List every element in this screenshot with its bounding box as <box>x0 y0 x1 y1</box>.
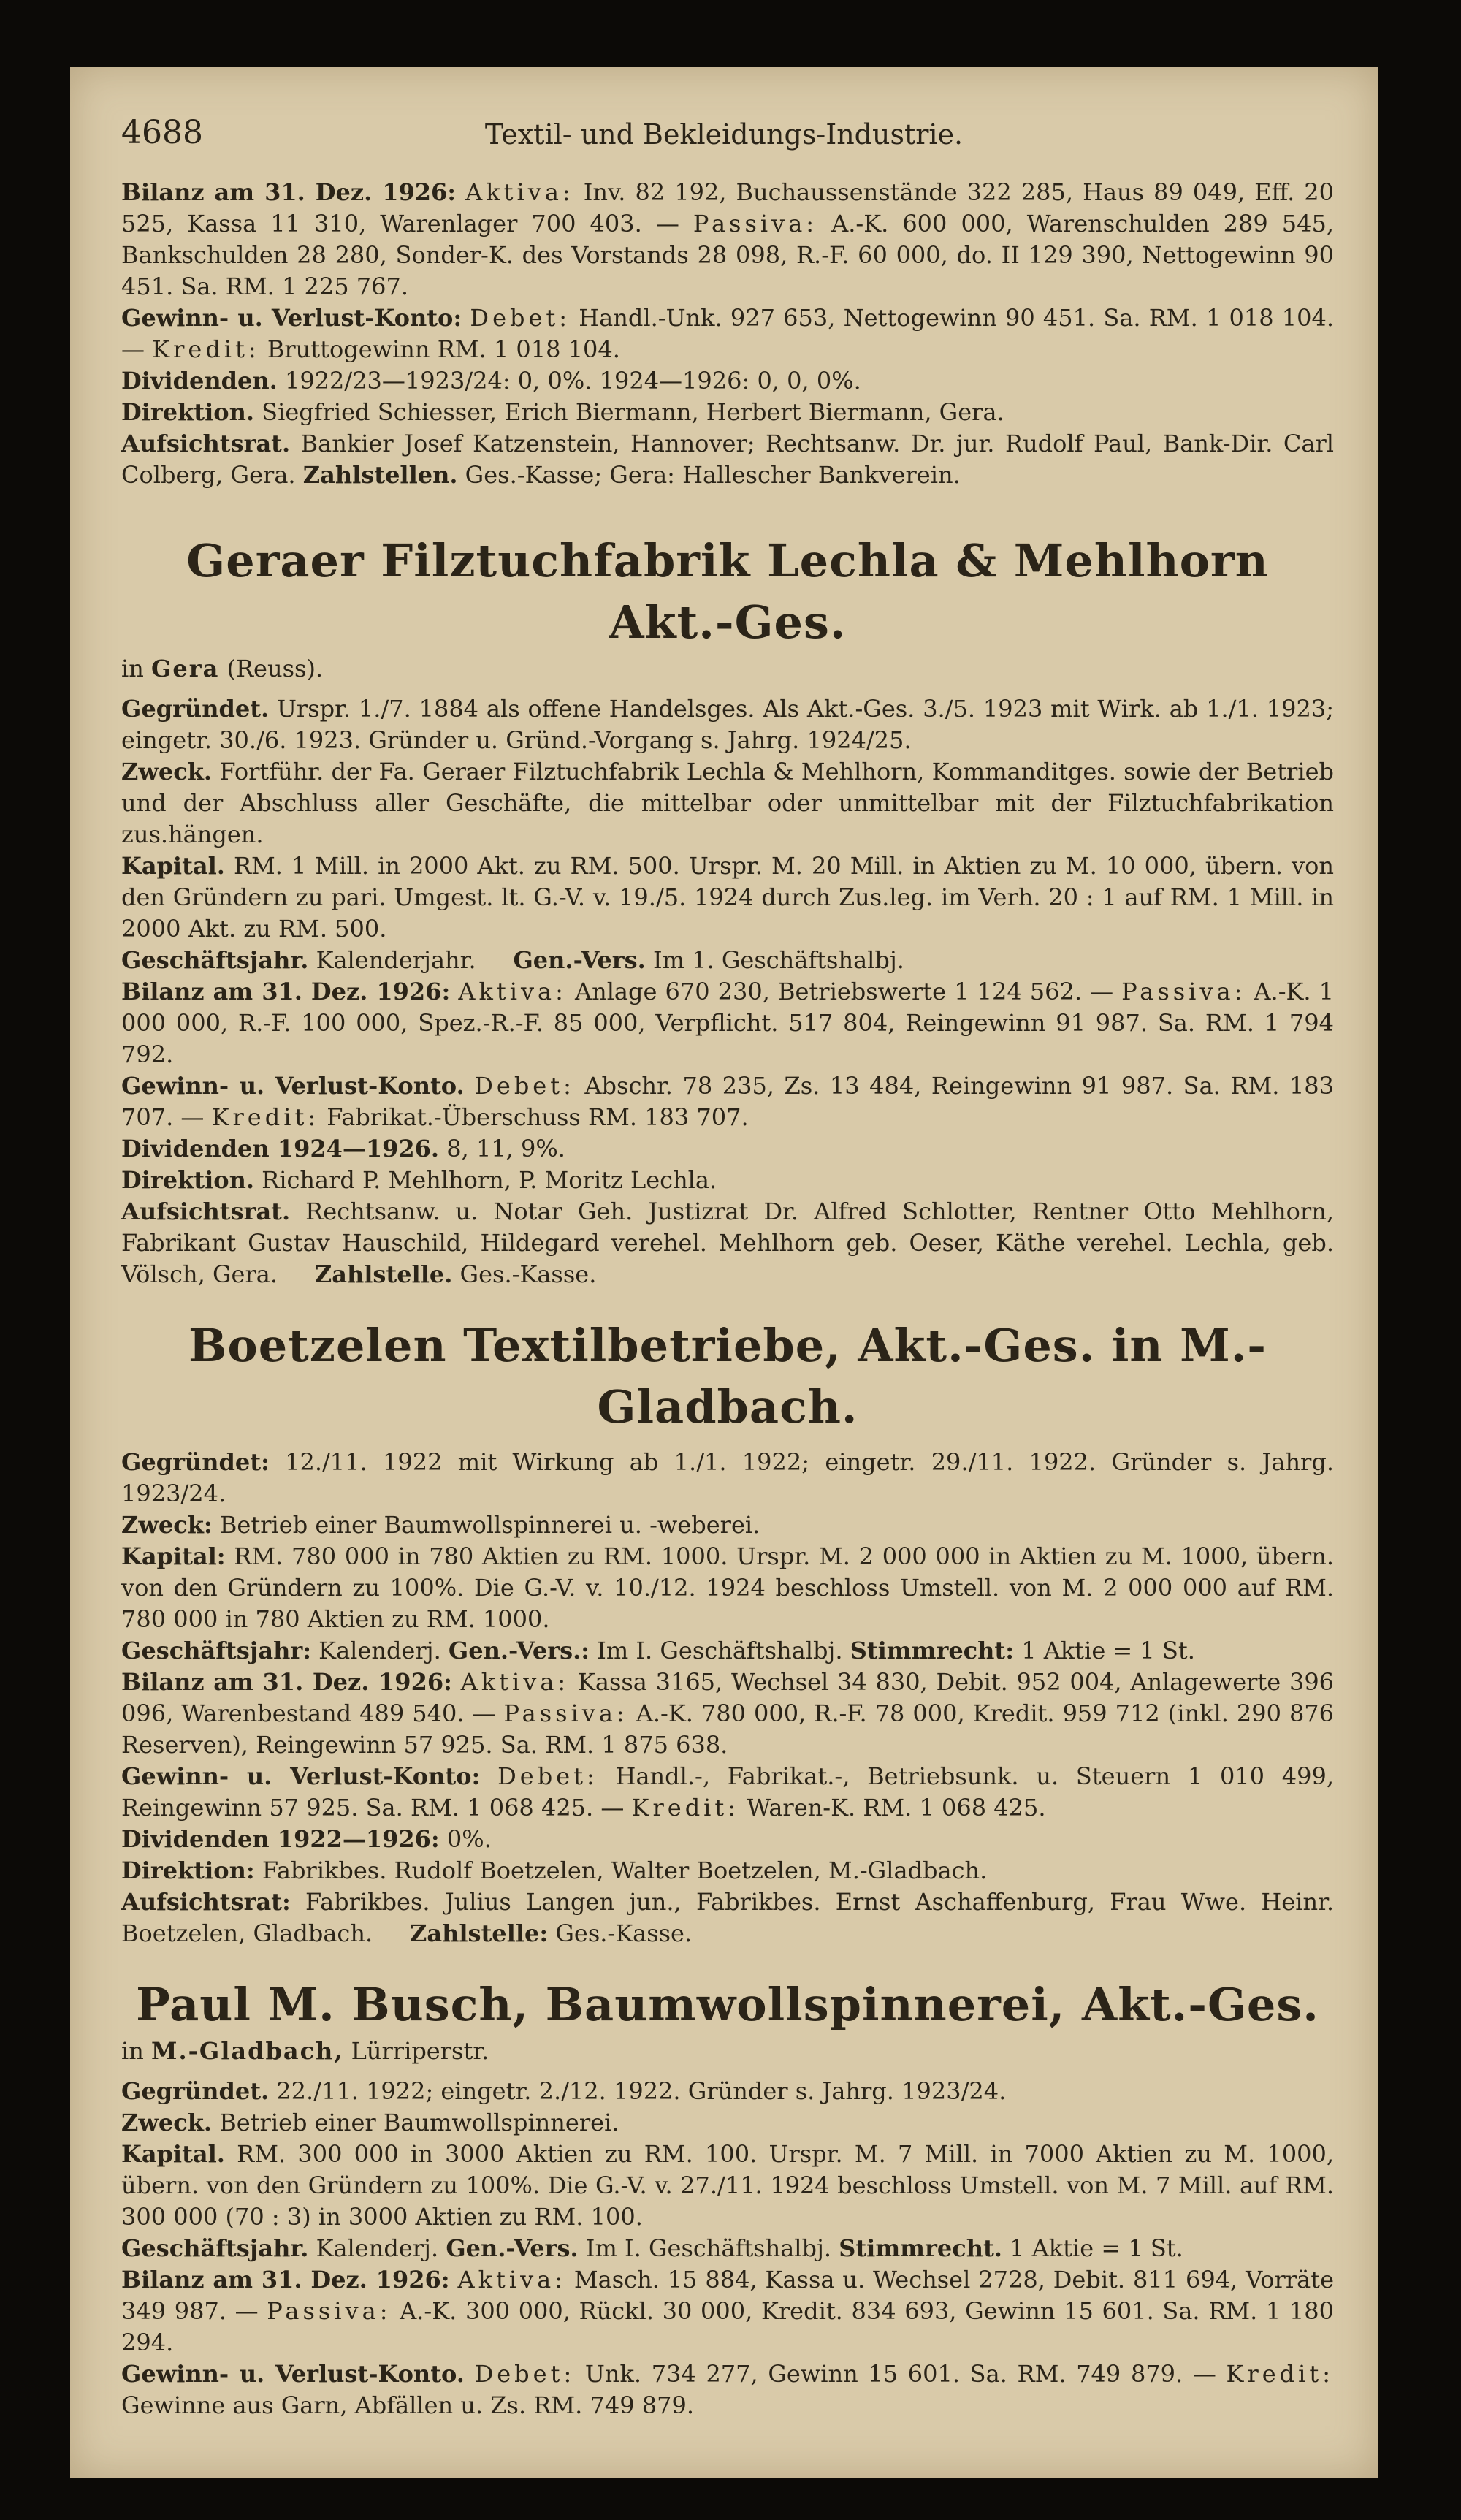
debet-text: Unk. 734 277, Gewinn 15 601. Sa. RM. 749 879. — <box>584 2360 1216 2388</box>
paying-agents-label: Zahlstellen. <box>302 461 458 489</box>
entry-previous-company <box>121 177 1334 491</box>
fiscal-year <box>121 945 1334 976</box>
location-suffix: (Reuss). <box>226 655 324 682</box>
dividends-label: Dividenden 1924—1926. <box>121 1135 440 1162</box>
capital-label: Kapital: <box>121 1542 226 1570</box>
paying-agents-text: Ges.-Kasse; Gera: Hallescher Bankverein. <box>465 461 961 489</box>
debet-text: Handl.-, Fabrikat.-, Betriebsunk. u. Steuern 1 010 499, Reingewinn 57 925. Sa. RM. 1 068 425. — <box>121 1762 1335 1822</box>
kredit-word: Kredit: <box>152 335 260 363</box>
supervisory-board-label: Aufsichtsrat. <box>121 1198 291 1225</box>
balance-liabilities: A.-K. 1 000 000, R.-F. 100 000, Spez.-R.-F. 85 000, Verpflicht. 517 804, Reingewinn 91 987. Sa. RM. 1 794 792. <box>121 978 1335 1068</box>
passiva-word: Passiva: <box>1121 978 1246 1005</box>
supervisory-board <box>121 1196 1334 1290</box>
fiscal-year <box>121 2233 1334 2264</box>
aktiva-word: Aktiva: <box>457 2266 566 2293</box>
balance-label: Bilanz am 31. Dez. 1926: <box>121 978 451 1005</box>
voting-right-label: Stimmrecht. <box>839 2234 1002 2262</box>
kredit-text: Fabrikat.-Überschuss RM. 183 707. <box>327 1103 749 1131</box>
general-meeting-label: Gen.-Vers.: <box>448 1637 590 1664</box>
supervisory-board-text: Bankier Josef Katzenstein, Hannover; Rechtsanw. Dr. jur. Rudolf Paul, Bank-Dir. Carl Colberg, Gera. <box>121 430 1335 489</box>
profit-loss-account <box>121 1761 1334 1824</box>
kredit-word: Kredit: <box>1226 2360 1335 2388</box>
purpose-label: Zweck. <box>121 758 213 785</box>
general-meeting-text: Im I. Geschäftshalbj. <box>597 1637 843 1664</box>
balance-assets: Inv. 82 192, Buchaussenstände 322 285, Haus 89 049, Eff. 20 525, Kassa 11 310, Warenlager 700 403. — <box>121 178 1335 237</box>
dividends <box>121 365 1334 397</box>
debet-word: Debet: <box>474 2360 576 2388</box>
profit-loss-account <box>121 2359 1334 2421</box>
company-title: Boetzelen Textilbetriebe, Akt.-Ges. in M.-Gladbach. <box>188 1319 1267 1434</box>
debet-word: Debet: <box>474 1072 575 1100</box>
balance-liabilities: A.-K. 780 000, R.-F. 78 000, Kredit. 959 712 (inkl. 290 876 Reserven), Reingewinn 57 925. Sa. RM. 1 875 638. <box>121 1699 1335 1759</box>
company-title: Geraer Filztuchfabrik Lechla & Mehlhorn Akt.-Ges. <box>186 534 1269 649</box>
purpose-label: Zweck: <box>121 1511 213 1539</box>
profit-loss-label: Gewinn- u. Verlust-Konto. <box>121 1072 465 1100</box>
management-label: Direktion. <box>121 1166 254 1194</box>
capital-text: RM. 1 Mill. in 2000 Akt. zu RM. 500. Urspr. M. 20 Mill. in Aktien zu M. 10 000, übern. von den Gründern zu pari. Umgest. lt. G.-V. v. 19./5. 1924 durch Zus.leg. im Verh. 20 : 1 auf RM. 1 Mill. in 2000 Akt. zu RM. 500. <box>121 852 1335 943</box>
supervisory-board-label: Aufsichtsrat. <box>121 430 291 457</box>
general-meeting-label: Gen.-Vers. <box>446 2234 579 2262</box>
dividends-text: 8, 11, 9%. <box>446 1135 565 1162</box>
founded-label: Gegründet. <box>121 2077 270 2105</box>
kredit-word: Kredit: <box>211 1103 320 1131</box>
profit-loss-label: Gewinn- u. Verlust-Konto: <box>121 304 462 332</box>
purpose-text: Fortführ. der Fa. Geraer Filztuchfabrik Lechla & Mehlhorn, Kommanditges. sowie der Betrieb und der Abschluss aller Geschäfte, die mittelbar oder unmittelbar mit der Filztuchfabrikation zus.hängen. <box>121 758 1335 848</box>
kredit-text: Bruttogewinn RM. 1 018 104. <box>267 335 620 363</box>
company-title: Paul M. Busch, Baumwollspinnerei, Akt.-Ges. <box>136 1978 1319 2031</box>
purpose-text: Betrieb einer Baumwollspinnerei. <box>219 2109 619 2136</box>
management <box>121 1165 1334 1196</box>
page-number: 4688 <box>121 114 203 151</box>
balance-label: Bilanz am 31. Dez. 1926: <box>121 2266 450 2293</box>
fiscal-year-text: Kalenderj. <box>316 2234 439 2262</box>
voting-right-text: 1 Aktie = 1 St. <box>1010 2234 1183 2262</box>
supervisory-board-label: Aufsichtsrat: <box>121 1888 291 1916</box>
balance-sheet <box>121 177 1334 302</box>
company-location <box>121 2036 1334 2067</box>
management-text: Siegfried Schiesser, Erich Biermann, Herbert Biermann, Gera. <box>262 398 1004 426</box>
location-prefix: in <box>121 2037 144 2065</box>
paying-agent-text: Ges.-Kasse. <box>555 1919 693 1947</box>
balance-assets: Kassa 3165, Wechsel 34 830, Debit. 952 004, Anlagewerte 396 096, Warenbestand 489 540. — <box>121 1668 1335 1727</box>
management-text: Fabrikbes. Rudolf Boetzelen, Walter Boetzelen, M.-Gladbach. <box>262 1857 988 1884</box>
voting-right-text: 1 Aktie = 1 St. <box>1021 1637 1195 1664</box>
balance-liabilities: A.-K. 300 000, Rückl. 30 000, Kredit. 834 693, Gewinn 15 601. Sa. RM. 1 180 294. <box>121 2297 1335 2356</box>
fiscal-year-label: Geschäftsjahr. <box>121 946 309 974</box>
balance-sheet <box>121 976 1334 1070</box>
purpose <box>121 1510 1334 1541</box>
management <box>121 1855 1334 1887</box>
capital-text: RM. 300 000 in 3000 Aktien zu RM. 100. Urspr. M. 7 Mill. in 7000 Aktien zu M. 1000, übern. von den Gründern zu 100%. Die G.-V. v. 27./11. 1924 beschloss Umstell. von M. 7 Mill. auf RM. 300 000 (70 : 3) in 3000 Aktien zu RM. 100. <box>121 2140 1335 2231</box>
debet-text: Abschr. 78 235, Zs. 13 484, Reingewinn 91 987. Sa. RM. 183 707. — <box>121 1072 1335 1131</box>
dividends-text: 1922/23—1923/24: 0, 0%. 1924—1926: 0, 0, 0%. <box>284 367 861 395</box>
fiscal-year-label: Geschäftsjahr: <box>121 1637 311 1664</box>
entry-paul-m-busch <box>121 1974 1334 2421</box>
supervisory-board-text: Fabrikbes. Julius Langen jun., Fabrikbes. Ernst Aschaffenburg, Frau Wwe. Heinr. Boetzelen, Gladbach. <box>121 1888 1335 1947</box>
aktiva-word: Aktiva: <box>458 978 567 1005</box>
profit-loss-account <box>121 1070 1334 1133</box>
capital-label: Kapital. <box>121 2140 225 2168</box>
voting-right-label: Stimmrecht: <box>850 1637 1015 1664</box>
running-title: Textil- und Bekleidungs-Industrie. <box>484 118 964 151</box>
page-header <box>70 114 1378 165</box>
passiva-word: Passiva: <box>267 2297 392 2325</box>
purpose-label: Zweck. <box>121 2109 213 2136</box>
location-suffix: Lürriperstr. <box>351 2037 489 2065</box>
dividends-label: Dividenden. <box>121 367 278 395</box>
founded-text: Urspr. 1./7. 1884 als offene Handelsges. Als Akt.-Ges. 3./5. 1923 mit Wirk. ab 1./1. 1923; eingetr. 30./6. 1923. Gründer u. Gründ.-Vorgang s. Jahrg. 1924/25. <box>121 695 1335 754</box>
company-location <box>121 653 1334 685</box>
founded-text: 12./11. 1922 mit Wirkung ab 1./1. 1922; eingetr. 29./11. 1922. Gründer s. Jahrg. 1923/24. <box>121 1448 1335 1507</box>
management-label: Direktion: <box>121 1857 255 1884</box>
founded-label: Gegründet: <box>121 1448 270 1476</box>
founded <box>121 693 1334 756</box>
profit-loss-account <box>121 302 1334 365</box>
kredit-text: Gewinne aus Garn, Abfällen u. Zs. RM. 749 879. <box>121 2391 694 2419</box>
management <box>121 397 1334 428</box>
capital-label: Kapital. <box>121 852 225 880</box>
balance-liabilities: A.-K. 600 000, Warenschulden 289 545, Bankschulden 28 280, Sonder-K. des Vorstands 28 098, R.-F. 60 000, do. II 129 390, Nettogewinn 90 451. Sa. RM. 1 225 767. <box>121 210 1335 300</box>
capital <box>121 2139 1334 2233</box>
balance-assets: Anlage 670 230, Betriebswerte 1 124 562. — <box>574 978 1114 1005</box>
supervisory-board-text: Rechtsanw. u. Notar Geh. Justizrat Dr. Alfred Schlotter, Rentner Otto Mehlhorn, Fabrikant Gustav Hauschild, Hildegard verehel. Mehlhorn geb. Oeser, Käthe verehel. Lechla, geb. Völsch, Gera. <box>121 1198 1334 1288</box>
profit-loss-label: Gewinn- u. Verlust-Konto. <box>121 2360 465 2388</box>
passiva-word: Passiva: <box>693 210 818 237</box>
founded-label: Gegründet. <box>121 695 270 723</box>
founded-text: 22./11. 1922; eingetr. 2./12. 1922. Gründer s. Jahrg. 1923/24. <box>276 2077 1007 2105</box>
balance-label: Bilanz am 31. Dez. 1926: <box>121 178 457 206</box>
balance-sheet <box>121 2264 1334 2359</box>
fiscal-year-text: Kalenderj. <box>318 1637 441 1664</box>
general-meeting-label: Gen.-Vers. <box>513 946 646 974</box>
location-city: M.-Gladbach, <box>151 2037 344 2065</box>
supervisory-board <box>121 428 1334 491</box>
paying-agent-label: Zahlstelle. <box>314 1260 453 1288</box>
balance-sheet <box>121 1667 1334 1761</box>
dividends-label: Dividenden 1922—1926: <box>121 1825 440 1853</box>
fiscal-year <box>121 1635 1334 1667</box>
dividends-text: 0%. <box>446 1825 492 1853</box>
paying-agent-label: Zahlstelle: <box>409 1919 549 1947</box>
page-content <box>121 177 1334 2421</box>
fiscal-year-label: Geschäftsjahr. <box>121 2234 309 2262</box>
management-text: Richard P. Mehlhorn, P. Moritz Lechla. <box>262 1166 717 1194</box>
debet-text: Handl.-Unk. 927 653, Nettogewinn 90 451. Sa. RM. 1 018 104. — <box>121 304 1335 363</box>
paying-agent-text: Ges.-Kasse. <box>459 1260 597 1288</box>
profit-loss-label: Gewinn- u. Verlust-Konto: <box>121 1762 481 1790</box>
debet-word: Debet: <box>470 304 571 332</box>
capital <box>121 850 1334 945</box>
kredit-word: Kredit: <box>631 1794 740 1822</box>
balance-label: Bilanz am 31. Dez. 1926: <box>121 1668 452 1696</box>
founded <box>121 2076 1334 2107</box>
location-city: Gera <box>151 655 220 682</box>
fiscal-year-text: Kalenderjahr. <box>316 946 476 974</box>
supervisory-board <box>121 1887 1334 1949</box>
capital-text: RM. 780 000 in 780 Aktien zu RM. 1000. Urspr. M. 2 000 000 in Aktien zu M. 1000, übern. von den Gründern zu 100%. Die G.-V. v. 10./12. 1924 beschloss Umstell. von M. 2 000 000 auf RM. 780 000 in 780 Aktien zu RM. 1000. <box>121 1542 1335 1633</box>
book-page <box>70 67 1378 2478</box>
dividends <box>121 1824 1334 1855</box>
entry-boetzelen <box>121 1315 1334 1949</box>
debet-word: Debet: <box>497 1762 598 1790</box>
aktiva-word: Aktiva: <box>465 178 574 206</box>
kredit-text: Waren-K. RM. 1 068 425. <box>747 1794 1046 1822</box>
purpose <box>121 756 1334 850</box>
purpose-text: Betrieb einer Baumwollspinnerei u. -weberei. <box>219 1511 760 1539</box>
entry-lechla-mehlhorn <box>121 530 1334 1290</box>
location-prefix: in <box>121 655 144 682</box>
passiva-word: Passiva: <box>503 1699 628 1727</box>
dividends <box>121 1133 1334 1165</box>
management-label: Direktion. <box>121 398 254 426</box>
general-meeting-text: Im 1. Geschäftshalbj. <box>652 946 904 974</box>
aktiva-word: Aktiva: <box>460 1668 570 1696</box>
purpose <box>121 2107 1334 2139</box>
balance-assets: Masch. 15 884, Kassa u. Wechsel 2728, Debit. 811 694, Vorräte 349 987. — <box>121 2266 1335 2325</box>
founded <box>121 1447 1334 1510</box>
capital <box>121 1541 1334 1635</box>
general-meeting-text: Im I. Geschäftshalbj. <box>585 2234 832 2262</box>
